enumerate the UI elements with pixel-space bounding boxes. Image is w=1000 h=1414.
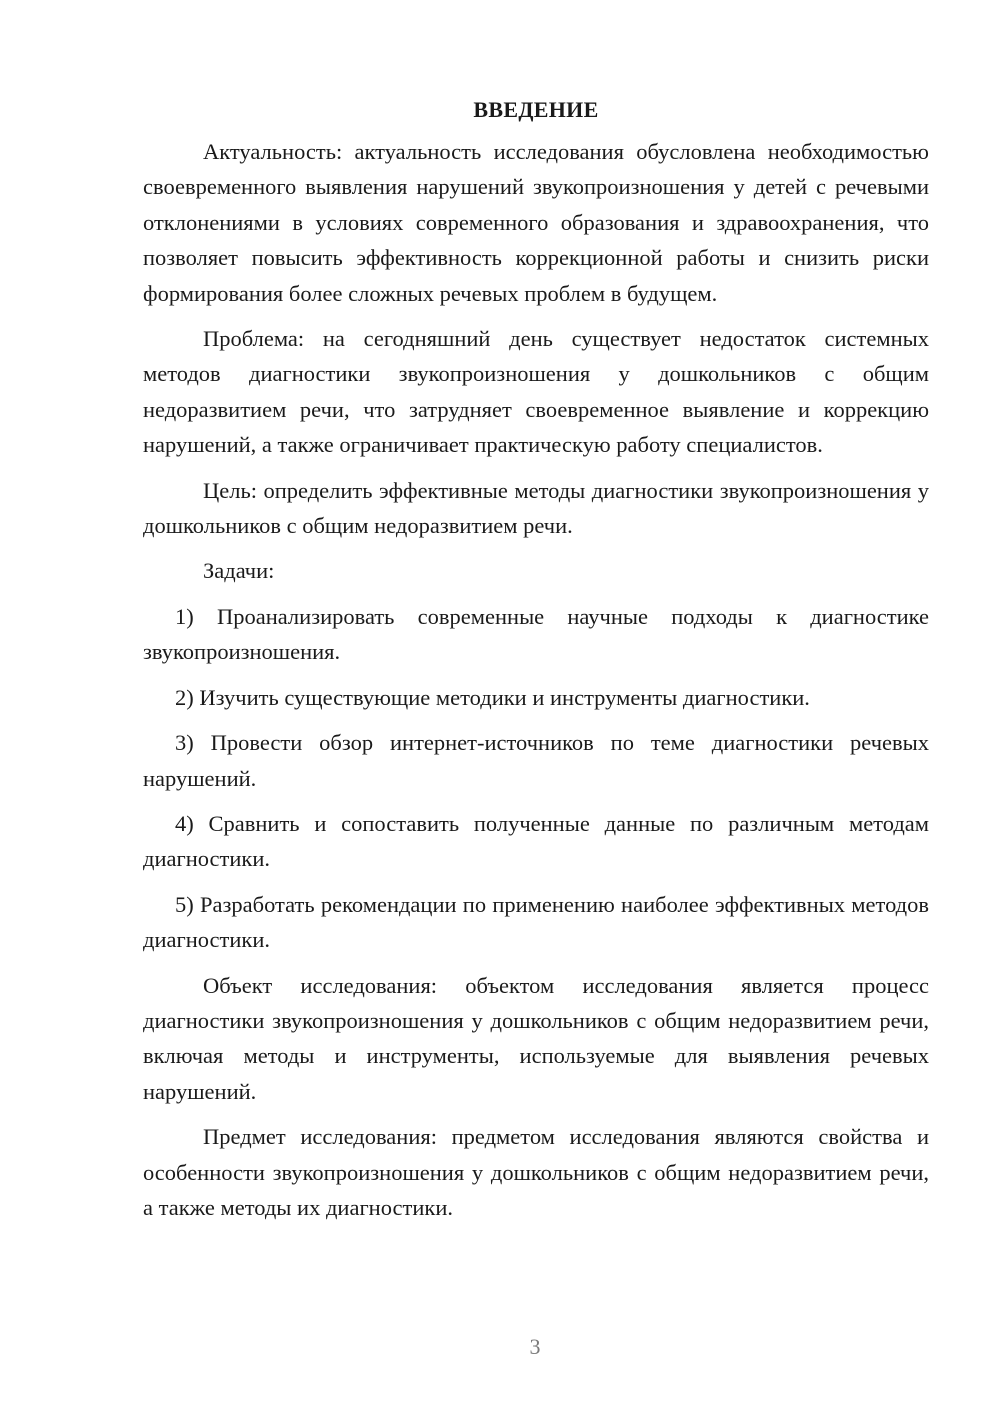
page-title: ВВЕДЕНИЕ — [473, 97, 599, 122]
list-item: 2) Изучить существующие методики и инструменты диагностики. — [175, 684, 810, 710]
goal-paragraph: Цель: определить эффективные методы диагностики звукопроизношения у дошкольников с общим недоразвитием речи. — [143, 477, 929, 539]
list-item: 1) Проанализировать современные научные подходы к диагностике звукопроизношения. — [143, 603, 929, 665]
page-body — [143, 92, 929, 1225]
object-paragraph: Объект исследования: объектом исследования является процесс диагностики звукопроизношения у дошкольников с общим недоразвитием речи, включая методы и инструменты, используемые для выявления речевых нарушений. — [143, 972, 929, 1104]
relevance-paragraph: Актуальность: актуальность исследования обусловлена необходимостью своевременного выявления нарушений звукопроизношения у детей с речевыми отклонениями в условиях современного образования и здравоохранения, что позволяет повысить эффективность коррекционной работы и снизить риски формирования более сложных речевых проблем в будущем. — [143, 139, 929, 306]
subject-paragraph: Предмет исследования: предметом исследования являются свойства и особенности звукопроизношения у дошкольников с общим недоразвитием речи, а также методы их диагностики. — [143, 1124, 929, 1220]
problem-paragraph: Проблема: на сегодняшний день существует недостаток системных методов диагностики звукопроизношения у дошкольников с общим недоразвитием речи, что затрудняет своевременное выявление и коррекцию нарушений, а также ограничивает практическую работу специалистов. — [143, 326, 929, 458]
list-item: 5) Разработать рекомендации по применению наиболее эффективных методов диагностики. — [143, 891, 929, 953]
list-item: 4) Сравнить и сопоставить полученные данные по различным методам диагностики. — [143, 810, 929, 872]
tasks-heading: Задачи: — [203, 558, 275, 584]
tasks-list — [143, 599, 929, 958]
page-number: 3 — [529, 1334, 541, 1359]
list-item: 3) Провести обзор интернет-источников по теме диагностики речевых нарушений. — [143, 730, 929, 791]
